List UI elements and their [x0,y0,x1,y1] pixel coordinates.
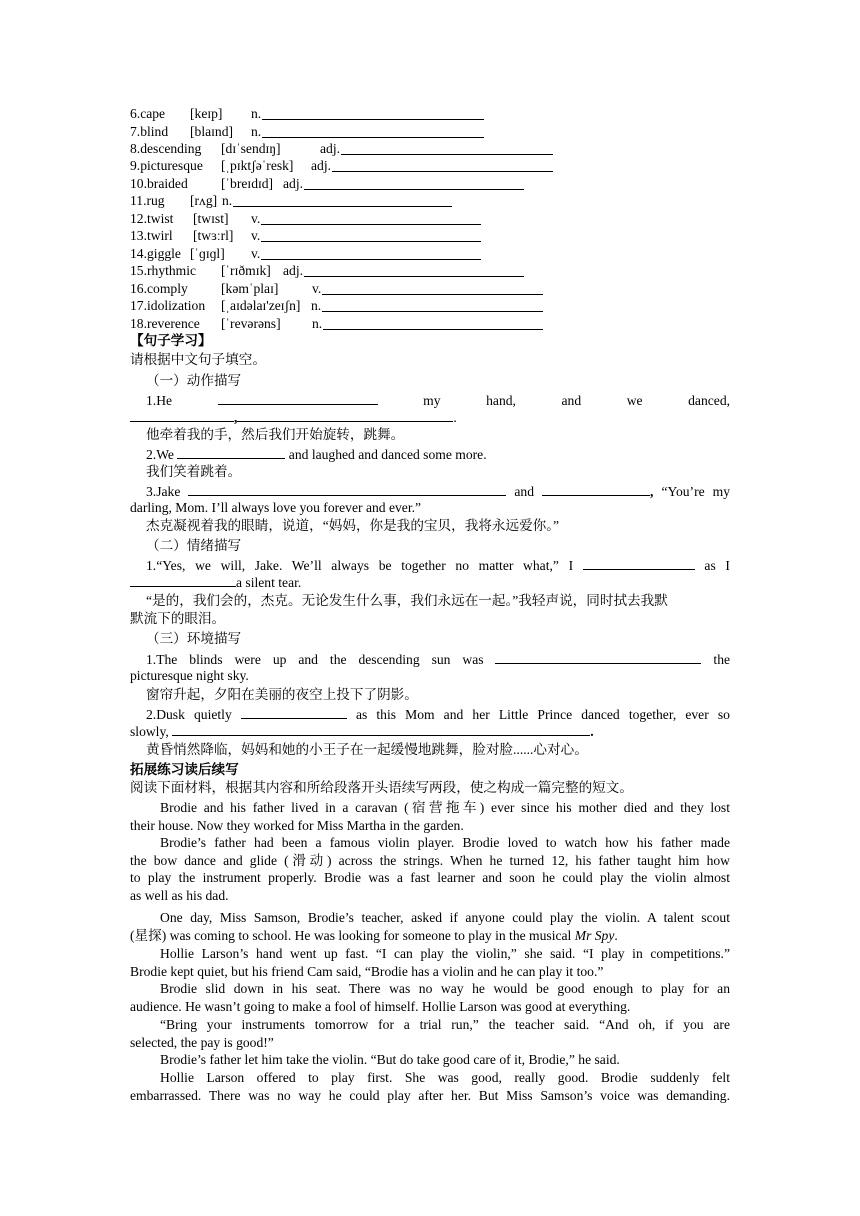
word: will, [220,558,246,573]
word: this [376,707,397,722]
environment-title: （三）环境描写 [146,631,242,646]
word: quietly [194,707,232,722]
sentence-line: a silent tear. [236,575,302,590]
environment-sentence-2-cn: 黄昏悄然降临，妈妈和她的小王子在一起缓慢地跳舞，脸对脸......心对心。 [146,742,588,757]
musical-title: Mr Spy [574,927,615,943]
answer-blank[interactable] [177,446,285,459]
vocab-pronunciation: [ˈbreɪdɪd] [221,176,274,191]
sentence-line: darling, Mom. I’ll always love you forever and ever.” [130,500,422,515]
word: 1.He [146,393,173,408]
vocab-word: 17.idolization [130,298,206,313]
word: Jake. [254,558,283,573]
definition-blank[interactable] [262,107,484,120]
word: and [514,484,535,499]
passage-line: Hollie Larson’s hand went up fast. “I can play the violin,” she said. “I play in competitions.” [160,946,730,961]
emotion-title: （二）情绪描写 [146,538,242,553]
word: 2.Dusk [146,707,185,722]
vocab-word: 9.picturesque [130,158,203,173]
word: be [378,558,392,573]
action-sentence-3-cn: 杰克凝视着我的眼睛，说道，“妈妈，你是我的宝贝，我将永远爱你。” [146,518,560,533]
answer-blank[interactable] [188,483,506,496]
passage-paragraph [130,799,730,834]
vocab-word: 10.braided [130,176,188,191]
answer-blank[interactable] [130,574,236,587]
answer-blank[interactable] [542,483,650,496]
word: as [355,707,368,722]
word: We’ll [291,558,322,573]
vocab-word: 16.comply [130,281,188,296]
passage-line: Brodie’s father had been a famous violin player. Brodie loved to watch how his father made [160,835,730,850]
word: were [234,652,261,667]
vocab-word: 14.giggle [130,246,181,261]
word: descending [358,652,420,667]
word: up [272,652,287,667]
word: matter [478,558,514,573]
answer-blank[interactable] [130,409,234,422]
vocab-pronunciation: [ˈrɪðmɪk] [221,263,271,278]
word: we [626,393,643,408]
environment-sentence-1 [130,651,730,684]
word: ever [685,707,709,722]
word: hand, [486,393,516,408]
vocab-word: 8.descending [130,141,202,156]
action-sentence-2 [146,446,487,463]
vocab-part-of-speech: v. [251,228,261,243]
definition-blank[interactable] [233,194,452,207]
word: Prince [537,707,573,722]
word: Little [498,707,529,722]
vocab-part-of-speech: n. [251,124,262,139]
vocab-word: 6.cape [130,106,166,121]
extension-instruction: 阅读下面材料，根据其内容和所给段落开头语续写两段，使之构成一篇完整的短文。 [130,780,633,795]
vocab-word: 13.twirl [130,228,173,243]
word: no [455,558,469,573]
passage-paragraph [130,1069,730,1104]
word: her [472,707,490,722]
word: danced, [688,393,731,408]
passage-line: (星探) was coming to school. He was looking for someone to play in the musical [130,927,575,943]
answer-blank[interactable] [172,723,590,736]
definition-blank[interactable] [323,317,543,330]
passage-line: Brodie and his father lived in a caravan (宿营拖车) ever since his mother died and they lost [160,800,730,815]
passage-paragraph [130,1051,730,1069]
word: the [329,652,347,667]
passage-line: selected, the pay is good!” [130,1034,274,1050]
vocab-pronunciation: [rʌg] [190,193,218,208]
vocab-word: 18.reverence [130,316,200,331]
vocab-pronunciation: [blaɪnd] [190,124,234,139]
word: slowly, [130,724,169,739]
word: my [423,393,441,408]
vocab-word: 7.blind [130,124,169,139]
passage-line: Brodie’s father let him take the violin. “But do take good care of it, Brodie,” he said. [160,1052,620,1067]
vocab-part-of-speech: adj. [283,176,304,191]
action-sentence-1: 1.He my hand, and we danced, , . [130,392,730,426]
emotion-cn-1: “是的，我们会的，杰克。无论发生什么事，我们永远在一起。”我轻声说，同时拭去我默 [146,593,668,608]
emotion-sentence-1 [130,557,730,591]
passage-line: One day, Miss Samson, Brodie’s teacher, asked if anyone could play the violin. A talent scout [160,910,730,925]
vocab-word: 11.rug [130,193,165,208]
answer-blank[interactable] [218,392,378,405]
definition-blank[interactable] [261,212,481,225]
vocab-part-of-speech: adj. [283,263,304,278]
vocab-pronunciation: [ˈrevərəns] [221,316,281,331]
emotion-cn-2: 默流下的眼泪。 [130,611,226,626]
definition-blank[interactable] [304,177,524,190]
vocab-part-of-speech: adj. [311,158,332,173]
word: “You’re my [661,484,731,499]
passage-line: audience. He wasn’t going to make a fool of himself. Hollie Larson was good at everything. [130,998,631,1014]
action-sentence-1-cn: 他牵着我的手，然后我们开始旋转，跳舞。 [146,427,405,442]
word: as I [704,558,730,573]
word: I [568,558,574,573]
punctuation: . [614,927,618,943]
word: and [561,393,582,408]
vocab-pronunciation: [ˌaɪdəlaɪ'zeɪʃn] [221,298,301,313]
word: we [195,558,211,573]
word: always [331,558,370,573]
answer-blank[interactable] [495,651,701,664]
vocab-pronunciation: [twɜːrl] [193,228,234,243]
word: 1.The [146,652,178,667]
definition-blank[interactable] [261,229,481,242]
environment-sentence-2: 2.Dusk quietly as this Mom and her Little Prince danced together, ever so slowly, . [130,707,730,739]
sentence-section-heading: 【句子学习】 [130,333,212,348]
word: and laughed and danced some more. [288,447,487,462]
action-sentence-3: 3.Jake and , “You’re my darling, Mom. I’ll always love you forever and ever.” [130,484,731,515]
word: the [713,652,731,667]
vocab-part-of-speech: n. [312,316,323,331]
word: so [717,707,730,722]
word: was [462,652,484,667]
vocab-pronunciation: [ˌpɪktʃəˈresk] [221,158,294,173]
sentence-instruction: 请根据中文句子填空。 [130,352,266,367]
vocab-part-of-speech: v. [251,211,261,226]
answer-blank[interactable] [241,706,347,719]
vocab-part-of-speech: n. [222,193,233,208]
word: 1.“Yes, [146,558,186,573]
definition-blank[interactable] [262,125,484,138]
passage-paragraph [130,980,730,1015]
vocab-pronunciation: [dɪˈsendɪŋ] [221,141,281,156]
extension-heading: 拓展练习读后续写 [130,762,239,777]
word: blinds [189,652,223,667]
definition-blank[interactable] [322,282,543,295]
word: sun [431,652,451,667]
definition-blank[interactable] [341,142,553,155]
vocab-part-of-speech: v. [251,246,261,261]
definition-blank[interactable] [322,299,543,312]
definition-blank[interactable] [261,247,481,260]
passage-line: the bow dance and glide (滑动) across the strings. When he turned 12, his father taught him how [130,852,730,868]
vocab-pronunciation: [ˈɡɪɡl] [190,246,225,261]
passage-line: Brodie kept quiet, but his friend Cam said, “Brodie has a violin and he can play it too.” [130,963,604,979]
sentence-line: picturesque night sky. [130,668,249,683]
word: danced [581,707,620,722]
passage-paragraph [130,834,730,904]
vocab-word: 15.rhythmic [130,263,197,278]
vocab-pronunciation: [twɪst] [193,211,229,226]
word: 2.We [146,447,174,462]
vocab-part-of-speech: n. [311,298,322,313]
answer-blank[interactable] [583,557,695,570]
passage-line: to play the instrument properly. Brodie was a fast learner and soon he could play the violin almost [130,870,730,886]
vocab-word: 12.twist [130,211,174,226]
definition-blank[interactable] [304,264,524,277]
answer-blank[interactable] [237,409,453,422]
word: and [443,707,464,722]
passage-paragraph [130,909,730,944]
word: together, [628,707,677,722]
word: what,” [523,558,559,573]
vocab-pronunciation: [keɪp] [190,106,223,121]
passage-line: their house. Now they worked for Miss Martha in the garden. [130,817,464,833]
word: and [298,652,318,667]
action-title: （一）动作描写 [146,373,242,388]
action-sentence-2-cn: 我们笑着跳着。 [146,464,242,479]
passage-line: “Bring your instruments tomorrow for a trial run,” the teacher said. “And oh, if you are [160,1017,730,1032]
vocab-pronunciation: [kəmˈplaɪ] [221,281,279,296]
vocab-part-of-speech: adj. [320,141,341,156]
vocab-part-of-speech: v. [312,281,322,296]
passage-line: Brodie slid down in his seat. There was no way he would be good enough to play for an [160,981,730,996]
word: 3.Jake [146,484,181,499]
passage-line: embarrassed. There was no way he could play after her. But Miss Samson’s voice was demanding. [130,1087,730,1103]
passage-line: Hollie Larson offered to play first. She was good, really good. Brodie suddenly felt [160,1070,730,1085]
word: Mom [405,707,435,722]
environment-sentence-1-cn: 窗帘升起，夕阳在美丽的夜空上投下了阴影。 [146,687,418,702]
word: together [401,558,446,573]
passage-line: as well as his dad. [130,887,229,903]
passage-paragraph [130,945,730,980]
definition-blank[interactable] [332,159,553,172]
passage-paragraph [130,1016,730,1051]
vocab-part-of-speech: n. [251,106,262,121]
